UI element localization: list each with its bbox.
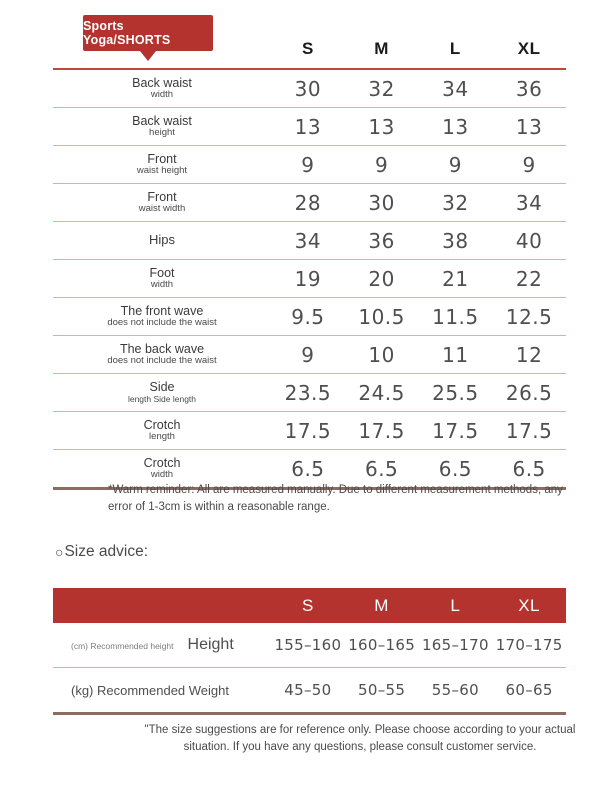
size-value: 6.5 xyxy=(364,456,399,481)
weight-value: 55–60 xyxy=(431,681,479,699)
size-value: 17.5 xyxy=(284,418,332,443)
size-value: 6.5 xyxy=(438,456,473,481)
size-value: 34 xyxy=(515,190,543,215)
size-value: 9 xyxy=(448,152,462,177)
table-row xyxy=(53,260,566,298)
size-value: 24.5 xyxy=(358,380,405,405)
size-value: 25.5 xyxy=(432,380,479,405)
row-label: Crotch length xyxy=(143,417,181,443)
table-row xyxy=(53,184,566,222)
size-value: 20 xyxy=(368,266,395,291)
size-value: 30 xyxy=(294,76,322,101)
size-value: 21 xyxy=(442,266,469,291)
size-advice-heading xyxy=(55,543,148,561)
size-value: 23.5 xyxy=(284,380,332,405)
table-row xyxy=(53,146,566,184)
size-value: 17.5 xyxy=(432,418,479,443)
column-header-l: L xyxy=(449,39,461,58)
size-chart-body xyxy=(53,68,566,490)
size-chart-header xyxy=(53,30,566,68)
weight-row-label xyxy=(53,683,271,698)
size-advice-header xyxy=(53,588,566,623)
height-value: 170–175 xyxy=(495,636,563,654)
height-label: Height xyxy=(187,636,234,653)
size-value: 12.5 xyxy=(505,304,553,329)
size-value: 9 xyxy=(301,152,315,177)
table-row xyxy=(53,298,566,336)
size-value: 32 xyxy=(442,190,469,215)
size-value: 19 xyxy=(294,266,322,291)
weight-value: 45–50 xyxy=(284,681,332,699)
size-value: 10.5 xyxy=(358,304,405,329)
size-value: 13 xyxy=(368,114,395,139)
size-value: 36 xyxy=(515,76,543,101)
table-row xyxy=(53,374,566,412)
row-label: Back waist height xyxy=(132,113,192,139)
size-value: 34 xyxy=(442,76,469,101)
size-value: 11.5 xyxy=(432,304,479,329)
height-unit-label: (cm) Recommended height xyxy=(71,641,174,651)
column-header-xl: XL xyxy=(517,39,541,58)
circle-bullet-icon: ○ xyxy=(55,544,64,560)
size-value: 36 xyxy=(368,228,395,253)
row-label: Front waist width xyxy=(138,189,186,215)
row-label: Crotch width xyxy=(143,455,181,481)
size-suggestion-disclaimer: "The size suggestions are for reference only. Please choose according to your actual situation. If you have any questions, please consult customer service. xyxy=(144,724,576,754)
weight-value: 50–55 xyxy=(358,681,406,699)
size-advice-table xyxy=(53,588,566,715)
table-row xyxy=(53,222,566,260)
size-value: 30 xyxy=(368,190,395,215)
column-header-m: M xyxy=(374,39,389,58)
advice-column-s: S xyxy=(301,595,314,615)
size-advice-body xyxy=(53,623,566,715)
weight-row xyxy=(53,668,566,712)
height-value: 155–160 xyxy=(274,636,342,654)
column-header-s: S xyxy=(301,39,314,58)
size-value: 9 xyxy=(301,342,315,367)
height-value: 165–170 xyxy=(421,636,489,654)
advice-column-xl: XL xyxy=(518,595,541,615)
size-value: 13 xyxy=(442,114,469,139)
height-row-label xyxy=(53,636,271,654)
row-label: Foot width xyxy=(149,265,175,291)
weight-label: (kg) Recommended Weight xyxy=(71,682,229,698)
height-row xyxy=(53,623,566,668)
measurement-disclaimer: *Warm reminder: All are measured manually. Due to different measurement methods, any error of 1-3cm is within a reasonable range. xyxy=(108,484,563,513)
size-value: 6.5 xyxy=(291,456,325,481)
size-value: 32 xyxy=(368,76,395,101)
height-value: 160–165 xyxy=(348,636,416,654)
row-label: The back wave does not include the waist xyxy=(107,341,217,367)
table-row xyxy=(53,412,566,450)
size-chart-table xyxy=(53,30,566,490)
size-value: 28 xyxy=(294,190,322,215)
row-label: Hips xyxy=(148,232,175,248)
size-value: 6.5 xyxy=(512,456,546,481)
size-advice-title: Size advice: xyxy=(64,543,149,560)
advice-column-l: L xyxy=(450,595,461,615)
table-row xyxy=(53,70,566,108)
size-value: 17.5 xyxy=(358,418,405,443)
size-value: 10 xyxy=(368,342,395,367)
size-value: 34 xyxy=(294,228,322,253)
weight-value: 60–65 xyxy=(505,681,553,699)
advice-column-m: M xyxy=(374,595,389,615)
table-row xyxy=(53,108,566,146)
size-value: 9 xyxy=(375,152,389,177)
size-value: 11 xyxy=(442,342,469,367)
size-value: 38 xyxy=(442,228,469,253)
category-badge-label: Sports Yoga/SHORTS xyxy=(83,19,171,47)
size-value: 13 xyxy=(515,114,543,139)
size-value: 12 xyxy=(515,342,543,367)
table-row xyxy=(53,336,566,374)
row-label: Side length Side length xyxy=(127,380,197,404)
row-label: Back waist width xyxy=(132,75,192,101)
row-label: The front wave does not include the waist xyxy=(107,303,217,329)
row-label: Front waist height xyxy=(136,151,188,177)
size-value: 13 xyxy=(294,114,322,139)
size-value: 9.5 xyxy=(291,304,325,329)
size-value: 17.5 xyxy=(505,418,553,443)
size-value: 9 xyxy=(522,152,536,177)
size-value: 40 xyxy=(515,228,543,253)
size-value: 26.5 xyxy=(505,380,553,405)
size-value: 22 xyxy=(515,266,543,291)
